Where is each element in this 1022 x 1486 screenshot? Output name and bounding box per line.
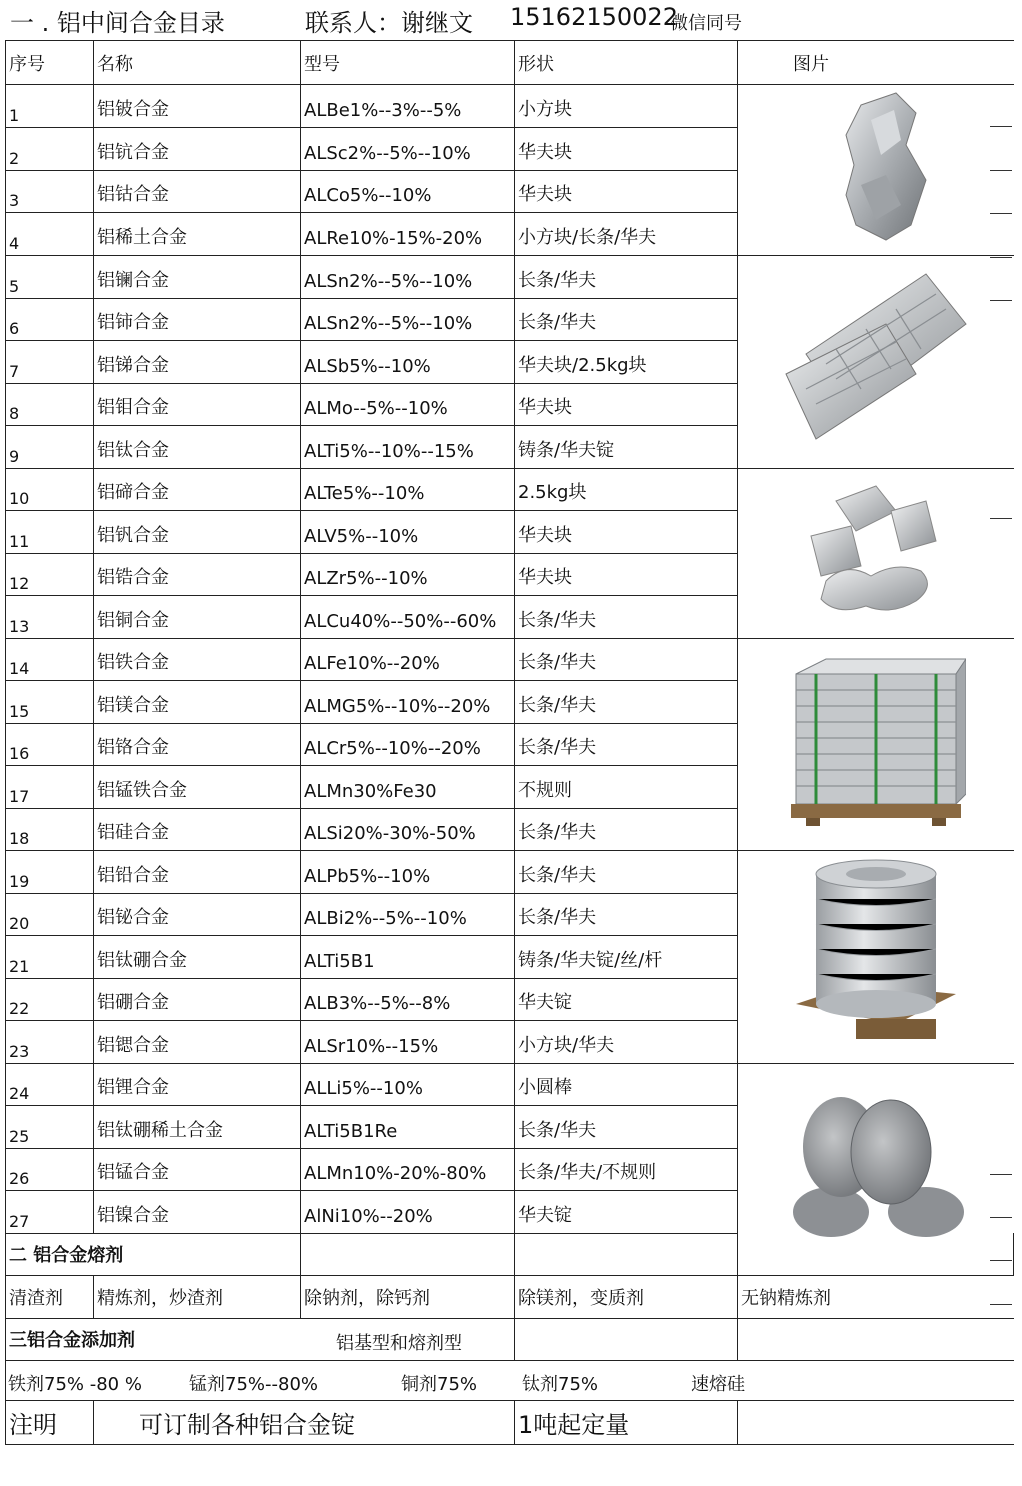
alloy-shape: 华夫块 xyxy=(515,383,738,426)
alloy-model: ALCo5%--10% xyxy=(301,170,515,213)
table-row xyxy=(6,468,1014,511)
row-number: 9 xyxy=(6,426,94,469)
flux-item: 除钠剂，除钙剂 xyxy=(301,1276,515,1319)
alloy-name: 铝锑合金 xyxy=(94,341,301,384)
alloy-model: ALTe5%--10% xyxy=(301,468,515,511)
margin-tick xyxy=(990,1304,1012,1305)
col-header-shape: 形状 xyxy=(515,41,738,85)
row-number: 20 xyxy=(6,893,94,936)
alloy-name: 铝钒合金 xyxy=(94,511,301,554)
wire-coil-photo xyxy=(738,851,1014,1064)
row-number: 17 xyxy=(6,766,94,809)
alloy-shape: 华夫块 xyxy=(515,553,738,596)
alloy-model: ALSn2%--5%--10% xyxy=(301,298,515,341)
table-row xyxy=(6,638,1014,681)
table-row xyxy=(6,851,1014,894)
additive-item: 速熔硅 xyxy=(691,1374,745,1395)
alloy-name: 铝铅合金 xyxy=(94,851,301,894)
alloy-name: 铝硅合金 xyxy=(94,808,301,851)
wechat-note: 微信同号 xyxy=(670,13,742,34)
row-number: 13 xyxy=(6,596,94,639)
alloy-shape: 铸条/华夫锭 xyxy=(515,426,738,469)
alloy-shape: 华夫块 xyxy=(515,127,738,170)
note-text-custom: 可订制各种铝合金锭 xyxy=(94,1401,515,1445)
alloy-shape: 长条/华夫 xyxy=(515,851,738,894)
ingot-pallet-photo xyxy=(738,638,1014,851)
note-row xyxy=(6,1401,1014,1445)
row-number: 11 xyxy=(6,511,94,554)
round-cake-photo xyxy=(738,1063,1014,1276)
row-number: 6 xyxy=(6,298,94,341)
alloy-name: 铝铁合金 xyxy=(94,638,301,681)
alloy-name: 铝钼合金 xyxy=(94,383,301,426)
alloy-model: ALSc2%--5%--10% xyxy=(301,127,515,170)
additive-section-header xyxy=(6,1318,1014,1361)
additive-section-title: 三铝合金添加剂 xyxy=(9,1330,135,1352)
alloy-name: 铝镧合金 xyxy=(94,256,301,299)
flux-section-title: 二 铝合金熔剂 xyxy=(6,1233,301,1276)
catalog-title: 一 . 铝中间合金目录 xyxy=(10,9,225,37)
alloy-model: ALMn10%-20%-80% xyxy=(301,1148,515,1191)
alloy-model: ALTi5B1Re xyxy=(301,1106,515,1149)
alloy-model: ALRe10%-15%-20% xyxy=(301,213,515,256)
contact-name: 联系人：谢继文 xyxy=(305,9,473,37)
note-label: 注明 xyxy=(6,1401,94,1445)
alloy-model: ALMG5%--10%--20% xyxy=(301,681,515,724)
alloy-shape: 长条/华夫 xyxy=(515,1106,738,1149)
alloy-model: AlNi10%--20% xyxy=(301,1191,515,1234)
row-number: 26 xyxy=(6,1148,94,1191)
margin-tick xyxy=(990,300,1012,301)
margin-tick xyxy=(990,213,1012,214)
alloy-shape: 华夫块 xyxy=(515,511,738,554)
alloy-shape: 华夫锭 xyxy=(515,978,738,1021)
row-number: 21 xyxy=(6,936,94,979)
alloy-name: 铝锂合金 xyxy=(94,1063,301,1106)
row-number: 16 xyxy=(6,723,94,766)
alloy-name: 铝锰合金 xyxy=(94,1148,301,1191)
alloy-name: 铝锶合金 xyxy=(94,1021,301,1064)
margin-tick xyxy=(990,518,1012,519)
alloy-model: ALSb5%--10% xyxy=(301,341,515,384)
alloy-model: ALSr10%--15% xyxy=(301,1021,515,1064)
row-number: 5 xyxy=(6,256,94,299)
alloy-model: ALZr5%--10% xyxy=(301,553,515,596)
table-row xyxy=(6,1063,1014,1106)
alloy-shape: 小圆棒 xyxy=(515,1063,738,1106)
additive-item: 锰剂75%--80% xyxy=(189,1374,319,1395)
alloy-shape: 长条/华夫 xyxy=(515,893,738,936)
alloy-name: 铝铋合金 xyxy=(94,893,301,936)
table-header-row xyxy=(6,41,1014,85)
alloy-model: ALTi5%--10%--15% xyxy=(301,426,515,469)
flux-item: 无钠精炼剂 xyxy=(738,1276,1014,1319)
contact-phone: 15162150022 xyxy=(510,3,678,31)
alloy-name: 铝钪合金 xyxy=(94,127,301,170)
aluminum-lump-photo xyxy=(738,85,1014,256)
col-header-no: 序号 xyxy=(6,41,94,85)
row-number: 24 xyxy=(6,1063,94,1106)
alloy-name: 铝硼合金 xyxy=(94,978,301,1021)
alloy-name: 铝铈合金 xyxy=(94,298,301,341)
alloy-model: ALSi20%-30%-50% xyxy=(301,808,515,851)
alloy-shape: 长条/华夫 xyxy=(515,681,738,724)
alloy-shape: 华夫块/2.5kg块 xyxy=(515,341,738,384)
alloy-name: 铝锰铁合金 xyxy=(94,766,301,809)
row-number: 15 xyxy=(6,681,94,724)
row-number: 12 xyxy=(6,553,94,596)
margin-tick xyxy=(990,1217,1012,1218)
alloy-name: 铝镁合金 xyxy=(94,681,301,724)
alloy-model: ALV5%--10% xyxy=(301,511,515,554)
alloy-name: 铝钛硼稀土合金 xyxy=(94,1106,301,1149)
table-row xyxy=(6,85,1014,128)
row-number: 22 xyxy=(6,978,94,1021)
additive-section-subtitle: 铝基型和熔剂型 xyxy=(336,1332,462,1354)
alloy-model: ALBi2%--5%--10% xyxy=(301,893,515,936)
row-number: 23 xyxy=(6,1021,94,1064)
alloy-shape: 小方块/长条/华夫 xyxy=(515,213,738,256)
alloy-shape: 华夫锭 xyxy=(515,1191,738,1234)
margin-tick xyxy=(990,170,1012,171)
alloy-model: ALLi5%--10% xyxy=(301,1063,515,1106)
row-number: 7 xyxy=(6,341,94,384)
alloy-model: ALBe1%--3%--5% xyxy=(301,85,515,128)
alloy-model: ALFe10%--20% xyxy=(301,638,515,681)
alloy-model: ALTi5B1 xyxy=(301,936,515,979)
alloy-name: 铝钴合金 xyxy=(94,170,301,213)
additive-item: 铜剂75% xyxy=(401,1374,478,1395)
page-header xyxy=(0,0,1022,40)
flux-items-row xyxy=(6,1276,1014,1319)
row-number: 10 xyxy=(6,468,94,511)
alloy-model: ALSn2%--5%--10% xyxy=(301,256,515,299)
alloy-shape: 长条/华夫 xyxy=(515,596,738,639)
flux-item: 精炼剂，炒渣剂 xyxy=(94,1276,301,1319)
alloy-shape: 小方块/华夫 xyxy=(515,1021,738,1064)
alloy-shape: 长条/华夫 xyxy=(515,723,738,766)
margin-tick xyxy=(990,257,1012,258)
waffle-ingot-photo xyxy=(738,256,1014,469)
alloy-model: ALCu40%--50%--60% xyxy=(301,596,515,639)
alloy-shape: 小方块 xyxy=(515,85,738,128)
alloy-model: ALMn30%Fe30 xyxy=(301,766,515,809)
alloy-name: 铝钛硼合金 xyxy=(94,936,301,979)
additive-item: 铁剂75% -80 % xyxy=(8,1374,142,1395)
alloy-name: 铝稀土合金 xyxy=(94,213,301,256)
alloy-model: ALMo--5%--10% xyxy=(301,383,515,426)
row-number: 18 xyxy=(6,808,94,851)
row-number: 25 xyxy=(6,1106,94,1149)
row-number: 27 xyxy=(6,1191,94,1234)
flux-item: 清渣剂 xyxy=(6,1276,94,1319)
row-number: 19 xyxy=(6,851,94,894)
alloy-model: ALB3%--5%--8% xyxy=(301,978,515,1021)
row-number: 14 xyxy=(6,638,94,681)
alloy-shape: 铸条/华夫锭/丝/杆 xyxy=(515,936,738,979)
note-text-min: 1吨起定量 xyxy=(515,1401,738,1445)
alloy-shape: 2.5kg块 xyxy=(515,468,738,511)
small-block-photo xyxy=(738,468,1014,638)
alloy-name: 铝钛合金 xyxy=(94,426,301,469)
alloy-name: 铝锆合金 xyxy=(94,553,301,596)
row-number: 2 xyxy=(6,127,94,170)
row-number: 1 xyxy=(6,85,94,128)
col-header-image: 图片 xyxy=(738,41,1014,85)
alloy-name: 铝铜合金 xyxy=(94,596,301,639)
alloy-model: ALPb5%--10% xyxy=(301,851,515,894)
alloy-name: 铝铬合金 xyxy=(94,723,301,766)
col-header-name: 名称 xyxy=(94,41,301,85)
alloy-shape: 长条/华夫 xyxy=(515,298,738,341)
alloy-name: 铝铍合金 xyxy=(94,85,301,128)
flux-item: 除镁剂，变质剂 xyxy=(515,1276,738,1319)
alloy-shape: 长条/华夫 xyxy=(515,256,738,299)
col-header-model: 型号 xyxy=(301,41,515,85)
table-row xyxy=(6,256,1014,299)
additive-items-row xyxy=(6,1361,1014,1401)
row-number: 3 xyxy=(6,170,94,213)
row-number: 8 xyxy=(6,383,94,426)
margin-tick xyxy=(990,1174,1012,1175)
alloy-shape: 华夫块 xyxy=(515,170,738,213)
alloy-shape: 长条/华夫 xyxy=(515,808,738,851)
alloy-shape: 不规则 xyxy=(515,766,738,809)
alloy-model: ALCr5%--10%--20% xyxy=(301,723,515,766)
additive-item: 钛剂75% xyxy=(522,1374,599,1395)
margin-tick xyxy=(990,1260,1012,1261)
alloy-name: 铝镍合金 xyxy=(94,1191,301,1234)
alloy-name: 铝碲合金 xyxy=(94,468,301,511)
alloy-table xyxy=(5,40,1014,1445)
row-number: 4 xyxy=(6,213,94,256)
margin-tick xyxy=(990,126,1012,127)
alloy-shape: 长条/华夫/不规则 xyxy=(515,1148,738,1191)
alloy-shape: 长条/华夫 xyxy=(515,638,738,681)
